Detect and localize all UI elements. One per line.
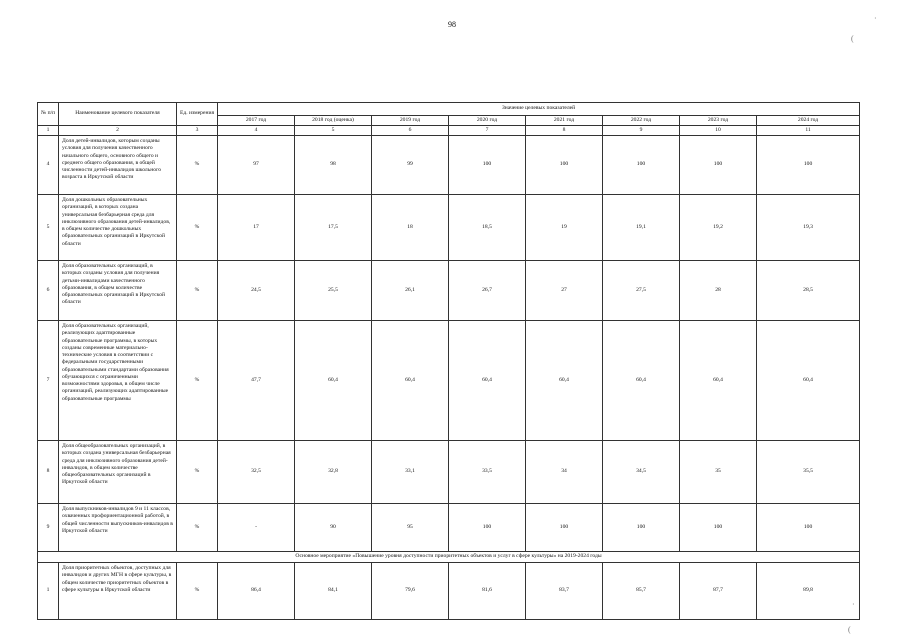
column-number: 5 (295, 126, 372, 136)
column-number: 8 (526, 126, 603, 136)
indicator-value: 47,7 (218, 321, 295, 441)
header-name: Наименование целевого показателя (59, 103, 177, 126)
indicator-name: Доля дошкольных образовательных организаций, в которых создана универсальная безбарьерная среда для инклюзивного образования детей-инвалидов, в общем количестве дошкольных образовательных организаций в Иркутской области (59, 195, 177, 261)
header-values: Значение целевых показателей (218, 103, 860, 116)
section-title: Основное мероприятие «Повышение уровня доступности приоритетных объектов и услуг в сфере культуры» на 2019-2024 годы (38, 552, 860, 563)
indicator-name: Доля образовательных организаций, в которых созданы условия для получения детьми-инвалидами качественного образования, в общем количестве образовательных организаций в Иркутской области (59, 261, 177, 321)
indicator-name: Доля приоритетных объектов, доступных для инвалидов и других МГН в сфере культуры, в общем количестве приоритетных объектов в сфере культуры в Иркутской области (59, 563, 177, 620)
indicator-value: 26,1 (372, 261, 449, 321)
indicator-value: 90 (295, 504, 372, 552)
indicator-value: 26,7 (449, 261, 526, 321)
indicator-value: 60,4 (295, 321, 372, 441)
scan-mark: ( (848, 625, 851, 634)
indicator-value: 79,6 (372, 563, 449, 620)
indicator-value: 19 (526, 195, 603, 261)
indicator-value: 19,3 (757, 195, 860, 261)
indicator-unit: % (177, 441, 218, 504)
indicator-unit: % (177, 321, 218, 441)
indicator-value: 81,6 (449, 563, 526, 620)
indicator-value: 34,5 (603, 441, 680, 504)
indicator-value: 100 (603, 504, 680, 552)
column-numbers-row (38, 126, 860, 136)
table-row (38, 195, 860, 261)
table-row (38, 441, 860, 504)
indicator-unit: % (177, 261, 218, 321)
indicator-value: 100 (603, 136, 680, 195)
indicator-value: 60,4 (372, 321, 449, 441)
header-num: № п/п (38, 103, 59, 126)
indicator-value: 60,4 (757, 321, 860, 441)
indicator-value: 100 (680, 136, 757, 195)
row-number: 5 (38, 195, 59, 261)
indicator-value: 87,7 (680, 563, 757, 620)
indicator-value: 17 (218, 195, 295, 261)
indicator-value: 18 (372, 195, 449, 261)
column-number: 7 (449, 126, 526, 136)
indicator-value: 85,7 (603, 563, 680, 620)
row-number: 8 (38, 441, 59, 504)
indicator-value: 25,5 (295, 261, 372, 321)
indicator-value: 33,5 (449, 441, 526, 504)
indicator-unit: % (177, 195, 218, 261)
indicator-value: 100 (449, 136, 526, 195)
header-year: 2022 год (603, 116, 680, 126)
section-row (38, 552, 860, 563)
indicator-value: 27,5 (603, 261, 680, 321)
indicator-value: 99 (372, 136, 449, 195)
indicator-value: 100 (526, 504, 603, 552)
indicator-value: 95 (372, 504, 449, 552)
indicator-value: 100 (449, 504, 526, 552)
indicator-name: Доля общеобразовательных организаций, в которых создана универсальная безбарьерная среда для инклюзивного образования детей-инвалидов, в общем количестве общеобразовательных организаций в Иркутской области (59, 441, 177, 504)
indicator-value: 34 (526, 441, 603, 504)
header-year: 2018 год (оценка) (295, 116, 372, 126)
row-number: 4 (38, 136, 59, 195)
table-row (38, 563, 860, 620)
indicator-value: 100 (680, 504, 757, 552)
column-number: 4 (218, 126, 295, 136)
indicator-value: 84,1 (295, 563, 372, 620)
indicator-value: 100 (757, 504, 860, 552)
header-year: 2024 год (757, 116, 860, 126)
header-year: 2021 год (526, 116, 603, 126)
indicator-value: 35,5 (757, 441, 860, 504)
column-number: 10 (680, 126, 757, 136)
indicator-value: 98 (295, 136, 372, 195)
indicator-value: 89,8 (757, 563, 860, 620)
indicator-value: 60,4 (680, 321, 757, 441)
indicator-value: 28 (680, 261, 757, 321)
indicator-value: 60,4 (449, 321, 526, 441)
indicator-unit: % (177, 563, 218, 620)
indicator-value: 83,7 (526, 563, 603, 620)
target-indicators-table (37, 102, 860, 620)
table-row (38, 504, 860, 552)
column-number: 11 (757, 126, 860, 136)
indicator-value: 60,4 (526, 321, 603, 441)
header-unit: Ед. измерения (177, 103, 218, 126)
scan-mark: ( (851, 34, 854, 43)
column-number: 6 (372, 126, 449, 136)
indicator-value: 24,5 (218, 261, 295, 321)
page-number: 98 (448, 20, 456, 29)
indicator-value: 32,8 (295, 441, 372, 504)
column-number: 9 (603, 126, 680, 136)
row-number: 9 (38, 504, 59, 552)
indicator-name: Доля выпускников-инвалидов 9 и 11 классов, охваченных профориентационной работой, в общей численности выпускников-инвалидов в Иркутской области (59, 504, 177, 552)
table-row (38, 261, 860, 321)
indicator-name: Доля образовательных организаций, реализующих адаптированные образовательные программы, в которых созданы современные материально-технические условия в соответствии с федеральными государственными образовательными стандартами образования обучающихся с ограниченными возможностями здоровья, в общем числе организаций, реализующих адаптированные образовательные программы (59, 321, 177, 441)
indicator-unit: % (177, 504, 218, 552)
header-year: 2020 год (449, 116, 526, 126)
table-row (38, 321, 860, 441)
indicator-value: 97 (218, 136, 295, 195)
row-number: 1 (38, 563, 59, 620)
indicator-value: 18,5 (449, 195, 526, 261)
indicator-value: - (218, 504, 295, 552)
indicator-value: 27 (526, 261, 603, 321)
scan-mark: · (852, 600, 855, 609)
indicator-value: 100 (526, 136, 603, 195)
header-year: 2017 год (218, 116, 295, 126)
indicator-value: 28,5 (757, 261, 860, 321)
indicator-value: 32,5 (218, 441, 295, 504)
scan-mark: · (874, 14, 877, 23)
row-number: 6 (38, 261, 59, 321)
indicator-value: 100 (757, 136, 860, 195)
table-row (38, 136, 860, 195)
indicator-value: 33,1 (372, 441, 449, 504)
indicator-value: 60,4 (603, 321, 680, 441)
indicator-value: 19,2 (680, 195, 757, 261)
column-number: 3 (177, 126, 218, 136)
indicator-name: Доля детей-инвалидов, которым созданы условия для получения качественного начального общего, основного общего и среднего общего образования, в общей численности детей-инвалидов школьного возраста в Иркутской области (59, 136, 177, 195)
indicator-unit: % (177, 136, 218, 195)
indicator-value: 86,4 (218, 563, 295, 620)
indicator-value: 19,1 (603, 195, 680, 261)
header-year: 2019 год (372, 116, 449, 126)
column-number: 2 (59, 126, 177, 136)
row-number: 7 (38, 321, 59, 441)
indicator-value: 17,5 (295, 195, 372, 261)
column-number: 1 (38, 126, 59, 136)
indicator-value: 35 (680, 441, 757, 504)
header-year: 2023 год (680, 116, 757, 126)
